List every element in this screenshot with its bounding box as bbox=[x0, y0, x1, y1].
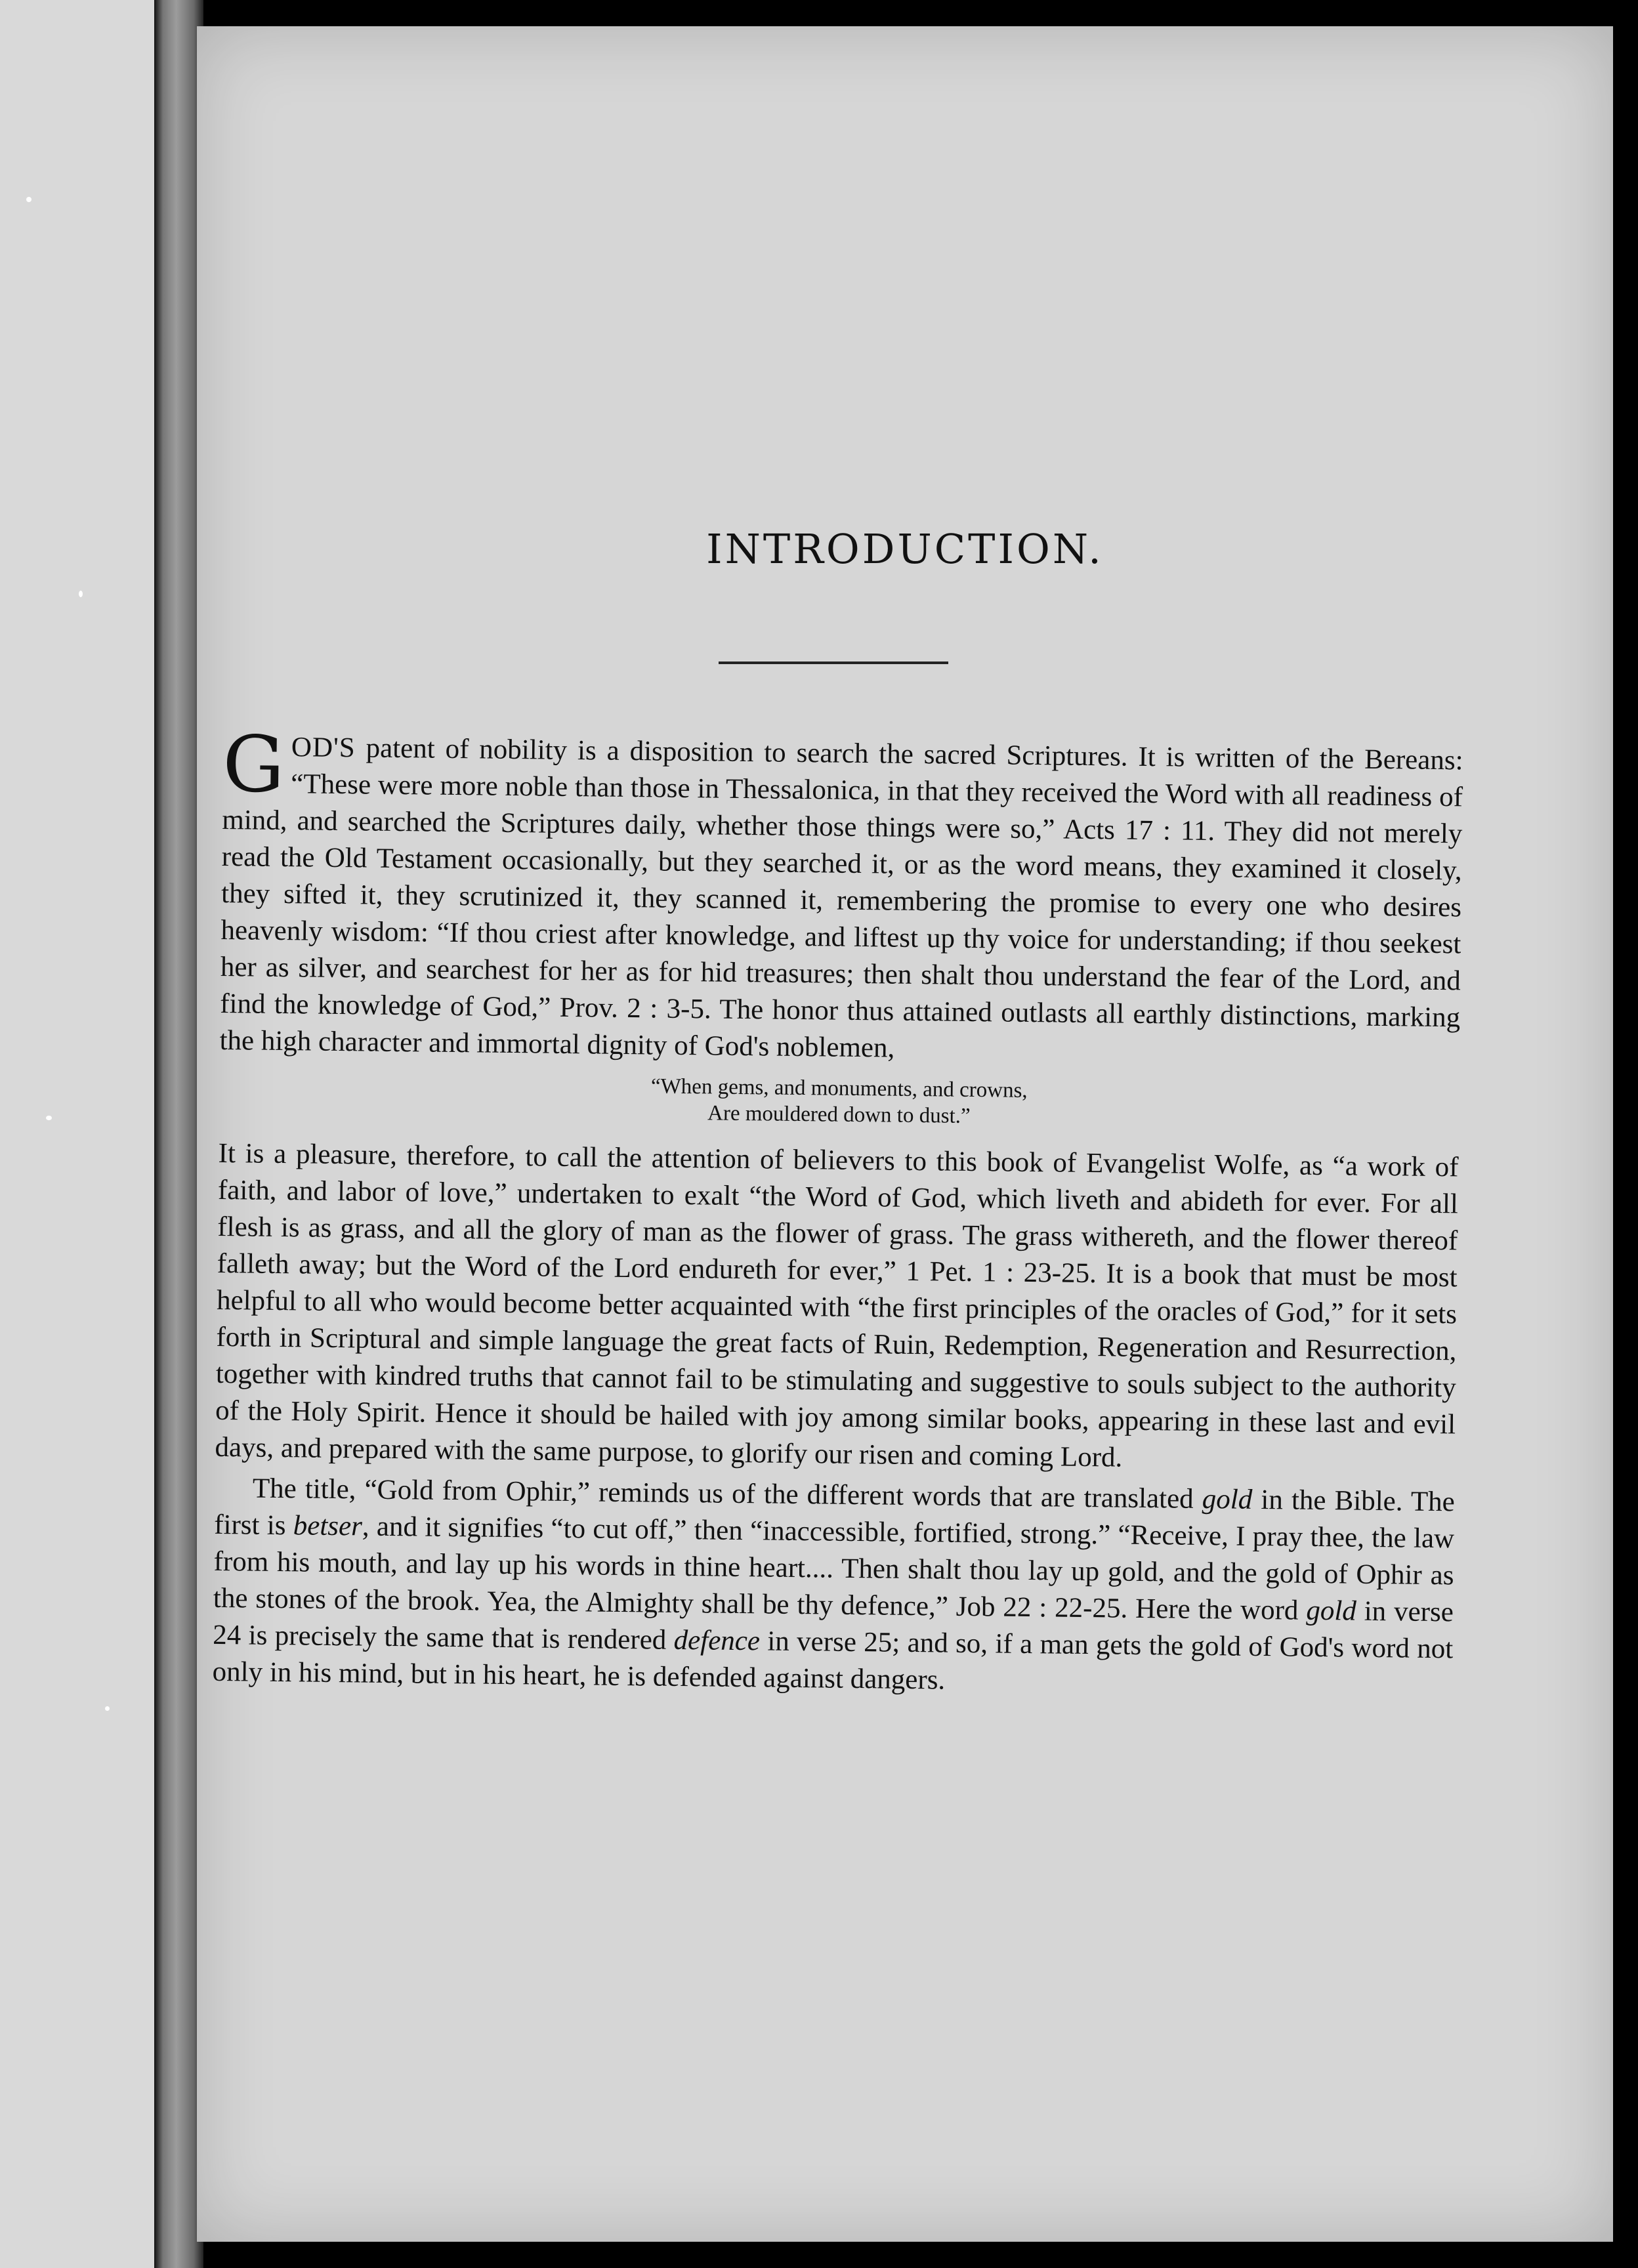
paragraph-3-part-5: in verse 25; and so, if a man gets the gold of God's word not only in his mind, but in his heart, he is defended against dangers. bbox=[212, 1626, 1454, 1696]
quote-line-1: “When gems, and monuments, and crowns, bbox=[650, 1074, 1028, 1102]
paragraph-3-part-4: in verse 24 is precisely the same that is rendered bbox=[213, 1595, 1454, 1656]
left-page-edge bbox=[0, 0, 154, 2268]
paragraph-1 bbox=[219, 719, 1463, 1073]
word-betser: betser bbox=[293, 1510, 363, 1542]
paragraph-1-lead: OD'S bbox=[291, 732, 356, 764]
paragraph-3 bbox=[212, 1470, 1455, 1704]
word-gold-2: gold bbox=[1306, 1595, 1357, 1627]
book-gutter bbox=[154, 0, 203, 2268]
page bbox=[197, 26, 1613, 2242]
word-defence: defence bbox=[673, 1624, 761, 1657]
paragraph-3-part-2: in the Bible. The first is bbox=[213, 1484, 1456, 1542]
drop-cap: G bbox=[222, 719, 285, 810]
page-title: INTRODUCTION. bbox=[706, 525, 1104, 573]
verse-quote bbox=[219, 1068, 1460, 1135]
title-rule bbox=[719, 662, 948, 664]
quote-line-2: Are mouldered down to dust.” bbox=[707, 1101, 971, 1128]
paragraph-3-part-1: The title, “Gold from Ophir,” reminds us of the different words that are translated bbox=[252, 1473, 1203, 1515]
word-gold-1: gold bbox=[1202, 1484, 1253, 1515]
body-text bbox=[212, 719, 1463, 1708]
paragraph-3-part-3: , and it signifies “to cut off,” then “inaccessible, fortified, strong.” “Receive, I pray thee, the law from his mouth, and lay up his words in thine heart.... Then shalt thou lay up gold, and the gold of Ophir as the stones of the brook. Yea, the Almighty shall be thy defence,” Job 22 : 22-25. Here the word bbox=[213, 1511, 1455, 1626]
paragraph-1-text: patent of nobility is a disposition to search the sacred Scriptures. It is written of the Bereans: “These were more noble than those in Thessalonica, in that they received the Word with all readiness of mind, and searched the Scriptures daily, whether those things were so,” Acts 17 : 11. They did not merely read the Old Testament occasionally, but they searched it, or as the word means, they examined it closely, they sifted it, they scrutinized it, they scanned it, remembering the promise to every one who desires heavenly wisdom: “If thou criest after knowledge, and liftest up thy voice for understanding; if thou seekest her as silver, and searchest for her as for hid treasures; then shalt thou understand the fear of the Lord, and find the knowledge of God,” Prov. 2 : 3-5. The honor thus attained outlasts all earthly distinctions, marking the high character and immortal dignity of God's noblemen, bbox=[219, 732, 1463, 1064]
paragraph-2: It is a pleasure, therefore, to call the attention of believers to this book of Evangelist Wolfe, as “a work of faith, and labor of love,” undertaken to exalt “the Word of God, which liveth and abideth for ever. For all flesh is as grass, and all the glory of man as the flower of grass. The grass withereth, and the flower thereof falleth away; but the Word of the Lord endureth for ever,” 1 Pet. 1 : 23-25. It is a book that must be most helpful to all who would become better acquainted with “the first principles of the oracles of God,” for it sets forth in Scriptural and simple language the great facts of Ruin, Redemption, Regeneration and Resurrection, together with kindred truths that cannot fail to be stimulating and suggestive to souls subject to the authority of the Holy Spirit. Hence it should be hailed with joy among similar books, appearing in these last and evil days, and prepared with the same purpose, to glorify our risen and coming Lord. bbox=[215, 1137, 1459, 1473]
